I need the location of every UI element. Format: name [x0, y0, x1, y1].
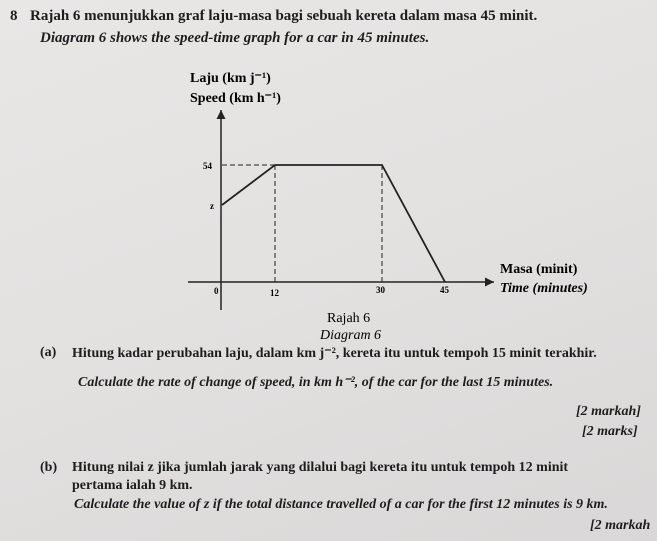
y-label-ms: Laju (km j⁻¹) [190, 71, 271, 86]
question-number: 8 [10, 8, 18, 24]
part-b-label: (b) [40, 460, 58, 475]
caption-en: Diagram 6 [320, 328, 382, 343]
x-tick-0: 0 [214, 286, 219, 296]
part-a-text-ms: Hitung kadar perubahan laju, dalam km j⁻², kereta itu untuk tempoh 15 minit terakhir. [72, 346, 597, 361]
part-b-marks-ms: [2 markah [590, 518, 651, 533]
question-intro-ms: Rajah 6 menunjukkan graf laju-masa bagi sebuah kereta dalam masa 45 minit. [30, 8, 538, 24]
part-b-text-ms-2: pertama ialah 9 km. [72, 478, 193, 493]
x-tick-12: 12 [270, 288, 279, 298]
y-tick-z: z [210, 201, 214, 211]
x-label-en: Time (minutes) [500, 281, 588, 296]
part-b-text-ms-1: Hitung nilai z jika jumlah jarak yang dilalui bagi kereta itu untuk tempoh 12 minit [72, 460, 569, 475]
y-tick-54: 54 [203, 161, 212, 171]
caption-ms: Rajah 6 [327, 311, 371, 326]
speed-line [222, 165, 445, 282]
question-intro-en: Diagram 6 shows the speed-time graph for a car in 45 minutes. [40, 30, 430, 46]
part-b-text-en: Calculate the value of z if the total distance travelled of a car for the first 12 minutes is 9 km. [74, 497, 608, 512]
x-tick-45: 45 [440, 285, 449, 295]
part-a-label: (a) [40, 345, 57, 360]
y-label-en: Speed (km h⁻¹) [190, 91, 281, 106]
part-a-text-en: Calculate the rate of change of speed, in km h⁻², of the car for the last 15 minutes. [78, 375, 554, 390]
x-tick-30: 30 [376, 285, 385, 295]
part-a-marks-ms: [2 markah] [576, 404, 641, 419]
x-label-ms: Masa (minit) [500, 262, 578, 277]
part-a-marks-en: [2 marks] [582, 424, 638, 439]
